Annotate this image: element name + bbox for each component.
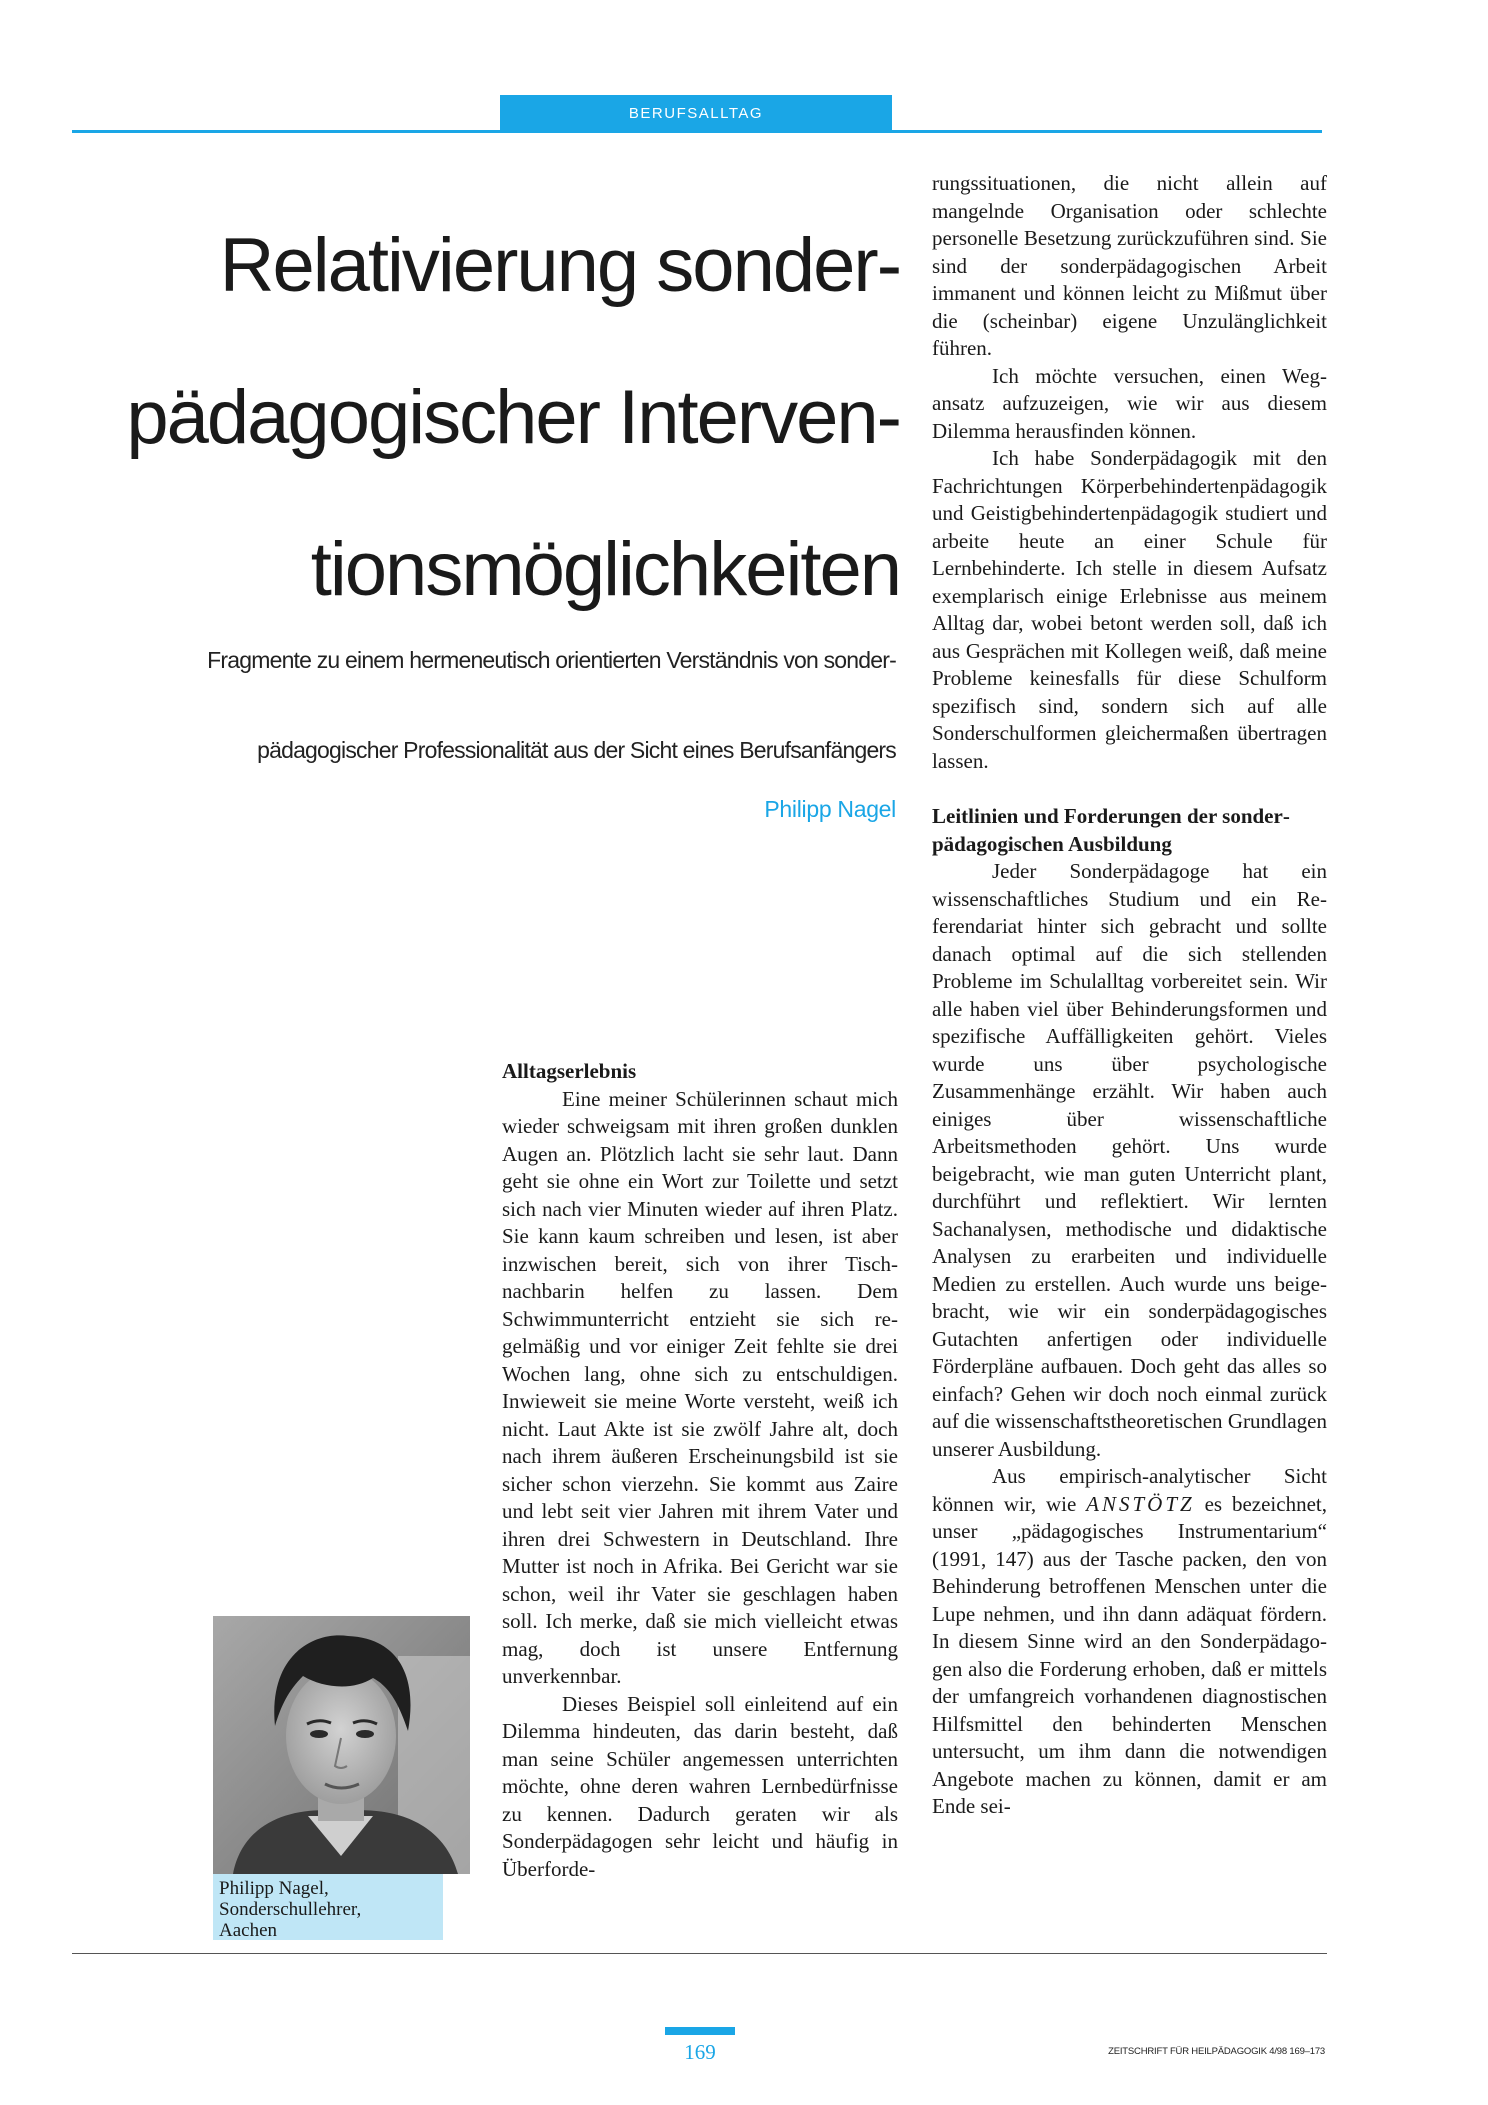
body-paragraph: Ich habe Sonderpädagogik mit den Fachrichtungen Körperbehindertenpädagogik und Geistigbehindertenpädagogik studiert und arbeite heute an einer Schule für Lernbehinderte. Ich stelle in diesem Aufsatz exemplarisch einige Erlebnisse aus meinem Alltag dar, wobei betont werden soll, daß ich aus Gesprächen mit Kollegen weiß, daß meine Probleme keinesfalls für diese Schulform spezifisch sind, sondern sich auf alle Sonderschulformen gleichermaßen übertragen lassen. — [932, 446, 1327, 773]
cited-author-name: ANSTÖTZ — [1086, 1491, 1195, 1516]
paragraph-text: es bezeichnet, unser „pädagogisches Instrumentarium“ (1991, 147) aus der Tasche packen, den von Behinderung betroffenen Menschen unter die Lupe nehmen, und ihn dann adäquat fördern. In diesem Sinne wird an den Sonderpädagogen also die Forderung erhoben, daß er mittels der umfangreich vorhandenen diagnostischen Hilfsmittel den behinderten Menschen untersucht, um ihm dann die notwendigen Angebote machen zu können, damit er am Ende sei- — [932, 1491, 1327, 1818]
author-name: Philipp Nagel — [764, 796, 896, 822]
body-paragraph: Dieses Beispiel soll einleitend auf ein Dilemma hindeuten, das darin besteht, daß man seine Schüler angemessen unterrichten möchte, ohne deren wahren Lernbedürfnisse zu kennen. Dadurch geraten wir als Sonderpädagogen sehr leicht und häufig in Überforde- — [502, 1691, 898, 1881]
author-photo — [213, 1616, 470, 1874]
caption-line-1: Philipp Nagel, — [219, 1878, 329, 1899]
body-paragraph — [932, 1463, 1327, 1821]
title-line-2: pädagogischer Interven- — [126, 375, 900, 460]
portrait-image — [213, 1616, 470, 1874]
body-column-right — [932, 170, 1327, 1821]
paragraph-gap — [932, 775, 1327, 803]
journal-reference: ZEITSCHRIFT FÜR HEILPÄDAGOGIK 4/98 169–173 — [1108, 2046, 1325, 2057]
subtitle-line-1: Fragmente zu einem hermeneutisch orientierten Verständnis von sonder- — [207, 647, 896, 673]
photo-caption — [213, 1874, 443, 1940]
page-number-tab — [665, 2027, 735, 2035]
page-number: 169 — [684, 2040, 716, 2064]
title-line-1: Relativierung sonder- — [219, 223, 900, 308]
caption-line-2: Sonderschullehrer, — [219, 1899, 362, 1920]
article-title — [60, 190, 900, 646]
section-label: BERUFSALLTAG — [500, 95, 892, 131]
body-paragraph: Eine meiner Schülerinnen schaut mich wieder schweigsam mit ihren großen dunklen Augen an. Plötzlich lacht sie sehr laut. Dann geht sie ohne ein Wort zur Toilette und setzt sich nach vier Minuten wieder auf ihren Platz. Sie kann kaum schreiben und lesen, ist aber inzwischen bereit, sich von ihrer Tischnachbarin helfen zu lassen. Dem Schwimmunterricht entzieht sie sich regelmäßig und vor einiger Zeit fehlte sie drei Wochen lang, ohne sich zu entschuldigen. Inwieweit sie meine Worte versteht, weiß ich nicht. Laut Akte ist sie zwölf Jahre alt, doch nach ihrem äußeren Erscheinungsbild ist sie sicher schon vierzehn. Sie kommt aus Zaire und lebt seit vier Jahren mit ihrem Vater und ihren drei Schwestern in Deutschland. Ihre Mutter ist noch in Afrika. Bei Gericht war sie schon, weil ihr Vater sie geschlagen haben soll. Ich merke, daß sie mich vielleicht etwas mag, doch ist unsere Entfernung unverkennbar. — [502, 1086, 898, 1688]
paragraph-text: Aus empirisch-analytischer Sicht können wir, wie — [932, 1464, 1327, 1516]
caption-line-3: Aachen — [219, 1920, 278, 1941]
body-paragraph-continuation: rungssituationen, die nicht allein auf mangelnde Organisation oder schlechte personelle Besetzung zurückzuführen sind. Sie sind der sonderpädagogischen Arbeit immanent und können leicht zu Mißmut über die (scheinbar) eigene Unzulänglichkeit führen. — [932, 171, 1327, 360]
body-paragraph: Jeder Sonderpädagoge hat ein wissenschaftliches Studium und ein Referendariat hinter sich gebracht und sollte danach optimal auf die sich stellenden Probleme im Schulalltag vorbereitet sein. Wir alle haben viel über Behinderungsformen und spezifische Auffälligkeiten gehört. Vieles wurde uns über psychologische Zusammenhänge erzählt. Wir haben auch einiges über wissenschaftliche Arbeitsmethoden gehört. Uns wurde beigebracht, wie man guten Unterricht plant, durchführt und reflektiert. Wir lernten Sachanalysen, methodische und didaktische Analysen zu erarbeiten und individuelle Medien zu erstellen. Auch wurde uns beigebracht, wie wir ein sonderpädagogisches Gutachten anfertigen oder individuelle Förderpläne aufbauen. Doch geht das alles so einfach? Gehen wir doch noch einmal zurück auf die wissenschaftstheoretischen Grundlagen unserer Ausbildung. — [932, 859, 1327, 1461]
article-subtitle — [60, 615, 896, 795]
body-column-left — [502, 1058, 898, 1883]
section-heading-leitlinien: Leitlinien und Forderungen der sonderpädagogischen Ausbildung — [932, 804, 1290, 856]
title-line-3: tionsmöglichkeiten — [310, 527, 900, 612]
header-rule — [72, 130, 1322, 133]
subtitle-line-2: pädagogischer Professionalität aus der Sicht eines Berufsanfängers — [257, 737, 896, 763]
section-heading-alltagserlebnis: Alltagserlebnis — [502, 1059, 637, 1083]
footer-rule — [72, 1953, 1327, 1954]
body-paragraph: Ich möchte versuchen, einen Wegansatz aufzuzeigen, wie wir aus diesem Dilemma herausfinden können. — [932, 363, 1327, 443]
